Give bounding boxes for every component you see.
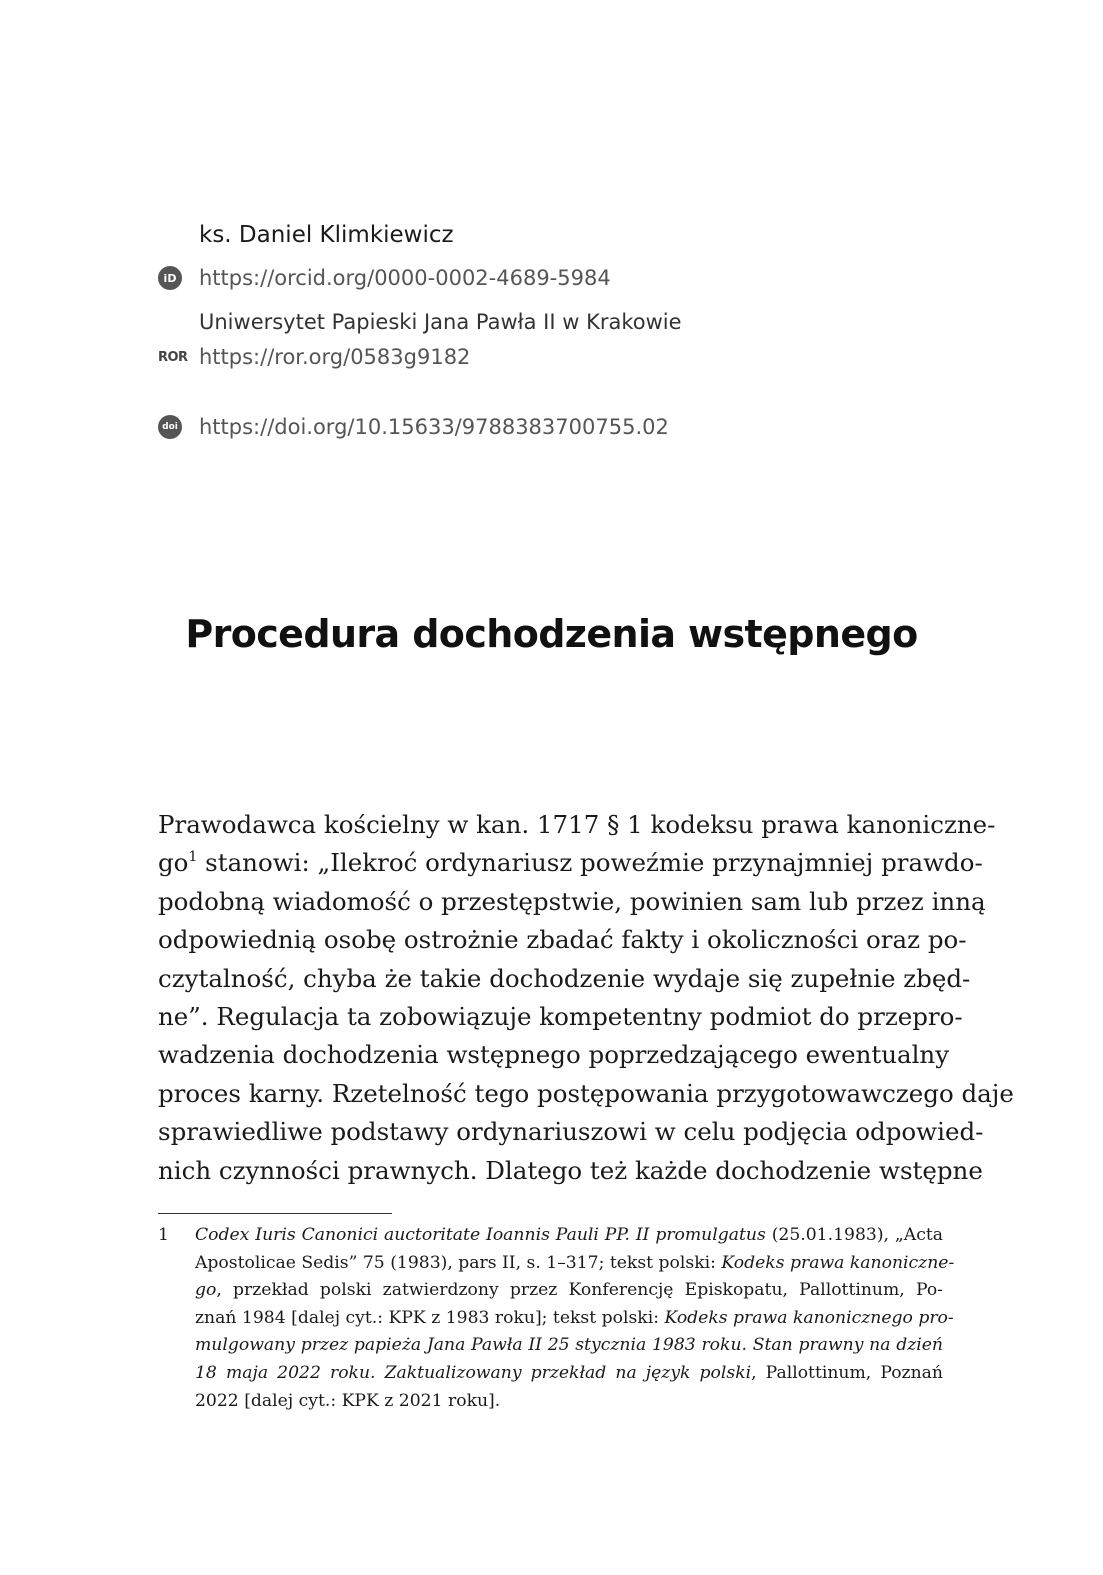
affiliation: Uniwersytet Papieski Jana Pawła II w Krakowie xyxy=(199,310,682,334)
body-line: proces karny. Rzetelność tego postępowania przygotowawczego daje xyxy=(158,1078,1014,1108)
body-line: czytalność, chyba że takie dochodzenie wydaje się zupełnie zbęd- xyxy=(158,963,971,993)
body-line: odpowiednią osobę ostrożnie zbadać fakty i okoliczności oraz po- xyxy=(158,925,967,955)
orcid-link[interactable]: https://orcid.org/0000-0002-4689-5984 xyxy=(199,266,611,290)
footnote-number: 1 xyxy=(158,1225,169,1245)
footnote-ref[interactable]: 1 xyxy=(188,849,198,866)
body-line: go$^1$ stanowi: „Ilekroć ordynariusz poweźmie przynajmniej prawdo- xyxy=(158,848,983,878)
footnote-text: Codex Iuris Canonici auctoritate Ioannis Pauli PP. II promulgatus (25.01.1983), „Acta Apostolicae Sedis” 75 (1983), pars II, s. 1–317; tekst polski: Kodeks prawa kanoniczne- go, przekład polski zatwierdzony przez Konferencję Episkopatu, Pallottinum, Po- znań 1984 [dalej cyt.: KPK z 1983 roku]; tekst polski: Kodeks prawa kanonicznego pro- mulgowany przez papieża Jana Pawła II 25 stycznia 1983 roku. Stan prawny na dzień 18 maja 2022 roku. Zaktualizowany przekład na język polski, Pallottinum, Poznań 2022 [dalej cyt.: KPK z 2021 roku]. xyxy=(195,1225,955,1411)
doi-link[interactable]: https://doi.org/10.15633/9788383700755.02 xyxy=(199,415,669,439)
body-line: ne”. Regulacja ta zobowiązuje kompetentny podmiot do przepro- xyxy=(158,1002,963,1032)
body-line: sprawiedliwe podstawy ordynariuszowi w celu podjęcia odpowied- xyxy=(158,1117,984,1147)
footnote-divider xyxy=(158,1213,392,1214)
ror-link[interactable]: https://ror.org/0583g9182 xyxy=(199,345,471,369)
body-line: nich czynności prawnych. Dlatego też każde dochodzenie wstępne xyxy=(158,1155,983,1185)
body-line: podobną wiadomość o przestępstwie, powinien sam lub przez inną xyxy=(158,886,986,916)
body-line: Prawodawca kościelny w kan. 1717 § 1 kodeksu prawa kanoniczne- xyxy=(158,810,996,839)
ror-row xyxy=(158,345,470,369)
footnote xyxy=(158,1222,955,1415)
ror-icon: ROR xyxy=(158,349,188,365)
orcid-row xyxy=(158,266,611,290)
doi-icon: doi xyxy=(158,415,182,439)
orcid-icon: iD xyxy=(158,266,182,290)
doi-row xyxy=(158,415,669,439)
body-text xyxy=(158,806,1014,1190)
body-line: wadzenia dochodzenia wstępnego poprzedzającego ewentualny xyxy=(158,1040,950,1070)
page-title: Procedura dochodzenia wstępnego xyxy=(185,612,918,656)
author-name: ks. Daniel Klimkiewicz xyxy=(199,222,454,248)
